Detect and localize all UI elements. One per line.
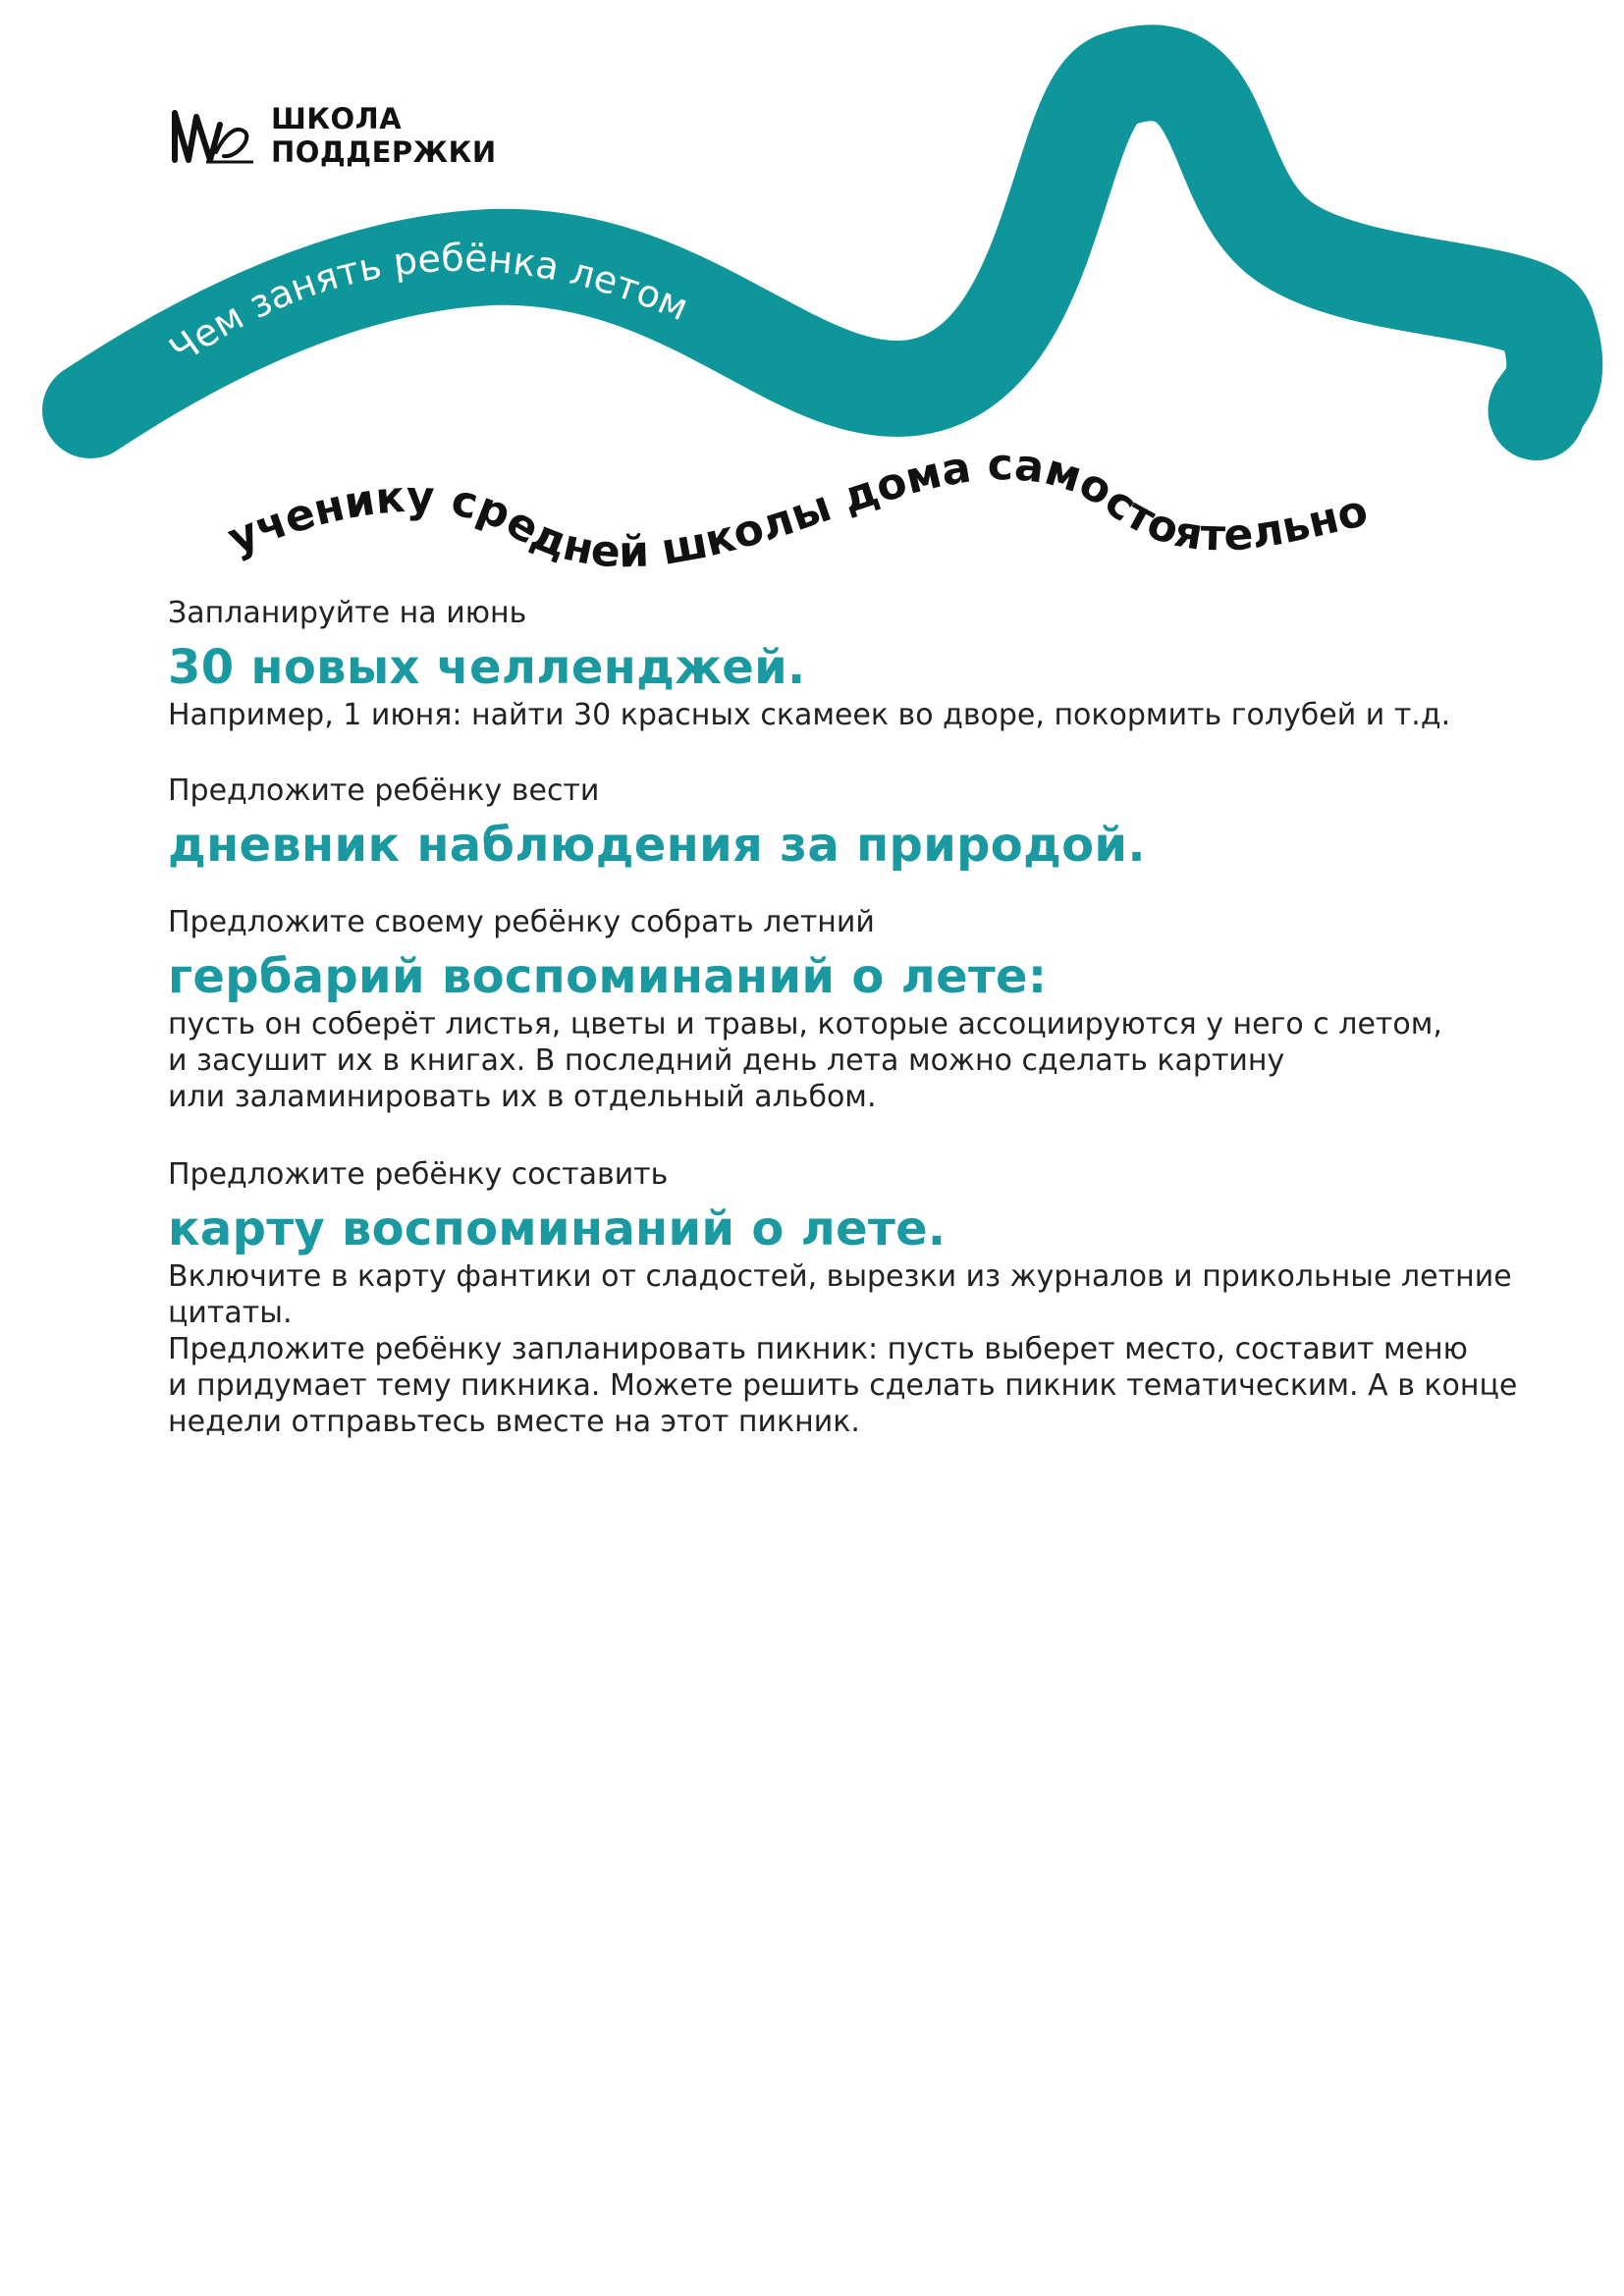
section-text-line: или заламинировать их в отдельный альбом.: [168, 1080, 877, 1114]
section-text-line: цитаты.: [168, 1296, 293, 1330]
section-heading: дневник наблюдения за природой.: [168, 818, 1146, 873]
section-heading: карту воспоминаний о лете.: [168, 1201, 947, 1256]
section-text-line: пусть он соберёт листья, цветы и травы, которые ассоциируются у него с летом,: [168, 1007, 1442, 1041]
section-lead: Предложите ребёнку вести: [168, 774, 600, 808]
logo-line-2: ПОДДЕРЖКИ: [271, 135, 497, 169]
section-text-line: и засушит их в книгах. В последний день лета можно сделать картину: [168, 1043, 1285, 1078]
section-lead: Предложите своему ребёнку собрать летний: [168, 905, 875, 939]
section-herbarium: [168, 904, 1543, 1115]
logo-line-1: ШКОЛА: [271, 102, 403, 135]
header-artwork: [0, 0, 1624, 628]
section-nature-diary: [168, 773, 1543, 875]
section-lead: Запланируйте на июнь: [168, 596, 527, 630]
section-text-line: Включите в карту фантики от сладостей, вырезки из журналов и прикольные летние: [168, 1259, 1512, 1294]
wave-caption-path: Чем занять ребёнка летом: [161, 236, 695, 373]
section-text-line: и придумает тему пикника. Можете решить сделать пикник тематическим. А в конце: [168, 1368, 1518, 1403]
section-challenges: [168, 595, 1543, 733]
section-heading: гербарий воспоминаний о лете:: [168, 949, 1048, 1004]
main-content: [168, 595, 1543, 1469]
logo-mark-icon: [167, 103, 257, 168]
curved-subtitle-path: ученику средней школы дома самостоятельно: [221, 440, 1373, 578]
section-lead: Предложите ребёнку составить: [168, 1157, 669, 1192]
section-memory-map: [168, 1156, 1543, 1440]
section-text-line: Предложите ребёнку запланировать пикник: пусть выберет место, составит меню: [168, 1332, 1468, 1366]
section-text-line: Например, 1 июня: найти 30 красных скамеек во дворе, покормить голубей и т.д.: [168, 698, 1451, 732]
logo-text: [271, 102, 497, 169]
curved-subtitle: [221, 440, 1373, 577]
logo: [167, 102, 497, 169]
section-heading: 30 новых челленджей.: [168, 640, 806, 695]
section-text-line: недели отправьтесь вместе на этот пикник.: [168, 1405, 860, 1439]
